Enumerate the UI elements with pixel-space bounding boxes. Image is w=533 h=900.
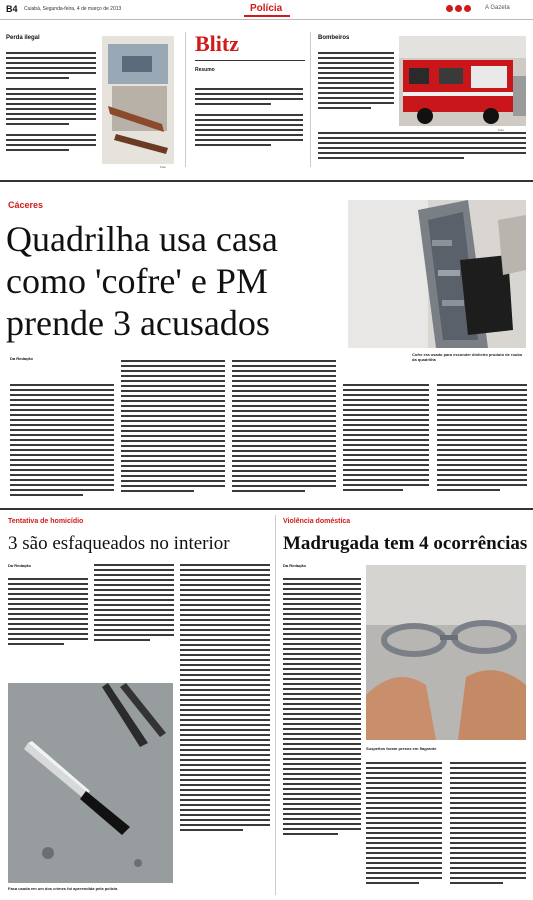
bottom-left-headline: 3 são esfaqueados no interior [8, 533, 230, 554]
left-photo-credit: Foto [160, 165, 167, 169]
seized-items-photo [102, 36, 174, 164]
right-kicker: Bombeiros [318, 35, 350, 41]
bottom-right-byline: Da Redação [283, 563, 306, 568]
bottom-left-kicker: Tentativa de homicídio [8, 518, 84, 525]
knife-photo [8, 683, 173, 883]
handcuffs-illustration [366, 565, 526, 740]
right-wide-text [318, 130, 526, 162]
facebook-icon[interactable] [446, 5, 453, 12]
brand-logo: A Gazeta [485, 5, 510, 11]
lead-kicker: Cáceres [8, 200, 44, 210]
knife-illustration [8, 683, 173, 883]
lead-headline-line-2: como 'cofre' e PM [6, 261, 268, 301]
lead-headline-line-3: prende 3 acusados [6, 303, 270, 343]
bottom-right-caption: Suspeitos foram presos em flagrante [366, 746, 437, 751]
page-number: B4 [6, 4, 18, 14]
bottom-left-col-3 [180, 562, 270, 834]
blitz-sub: Resumo [195, 67, 215, 73]
bottom-right-col-1 [283, 576, 361, 838]
date-line: Cuiabá, Segunda-feira, 4 de março de 2013 [24, 6, 122, 12]
bottom-left-col-1 [8, 576, 88, 648]
bottom-left-col-2 [94, 562, 174, 644]
lead-byline: Da Redação [10, 356, 33, 361]
blitz-title: Blitz [195, 31, 239, 56]
handcuffs-photo [366, 565, 526, 740]
twitter-icon[interactable] [455, 5, 462, 12]
right-brief-text [318, 50, 394, 112]
lead-headline [6, 218, 341, 344]
money-stash-illustration [348, 200, 526, 348]
lead-headline-line-1: Quadrilha usa casa [6, 219, 278, 259]
lead-col-4 [343, 382, 429, 494]
lead-photo [348, 200, 526, 348]
social-icons[interactable] [446, 5, 482, 13]
left-kicker: Perda ilegal [6, 35, 40, 41]
lead-col-1 [10, 382, 114, 499]
section-underline [244, 15, 290, 17]
lead-col-2 [121, 358, 225, 495]
email-icon[interactable] [464, 5, 471, 12]
header-divider [0, 19, 533, 20]
blitz-rule [195, 60, 305, 61]
lead-col-5 [437, 382, 527, 494]
bottom-right-col-2 [366, 760, 442, 887]
bottom-left-byline: Da Redação [8, 563, 31, 568]
fire-truck-illustration [399, 36, 526, 126]
page-header [0, 0, 533, 20]
bottom-right-col-3 [450, 760, 526, 887]
blitz-text [195, 86, 303, 149]
right-photo-credit: Foto [498, 128, 505, 132]
col-divider-1 [185, 32, 186, 167]
top-strip [0, 22, 533, 172]
seized-items-illustration [102, 36, 174, 164]
left-brief-text [6, 50, 96, 154]
bottom-left-caption: Faca usada em um dos crimes foi apreendida pela polícia [8, 886, 118, 891]
fire-truck-photo [399, 36, 526, 126]
bottom-right-headline: Madrugada tem 4 ocorrências [283, 533, 528, 554]
section-label: Polícia [250, 3, 283, 14]
lead-col-3 [232, 358, 336, 495]
bottom-col-divider [275, 515, 276, 895]
lead-divider [0, 508, 533, 510]
lead-photo-caption: Cofre era usado para esconder dinheiro produto de roubo da quadrilha [412, 352, 523, 362]
bottom-right-kicker: Violência doméstica [283, 518, 351, 525]
top-strip-divider [0, 180, 533, 182]
col-divider-2 [310, 32, 311, 167]
